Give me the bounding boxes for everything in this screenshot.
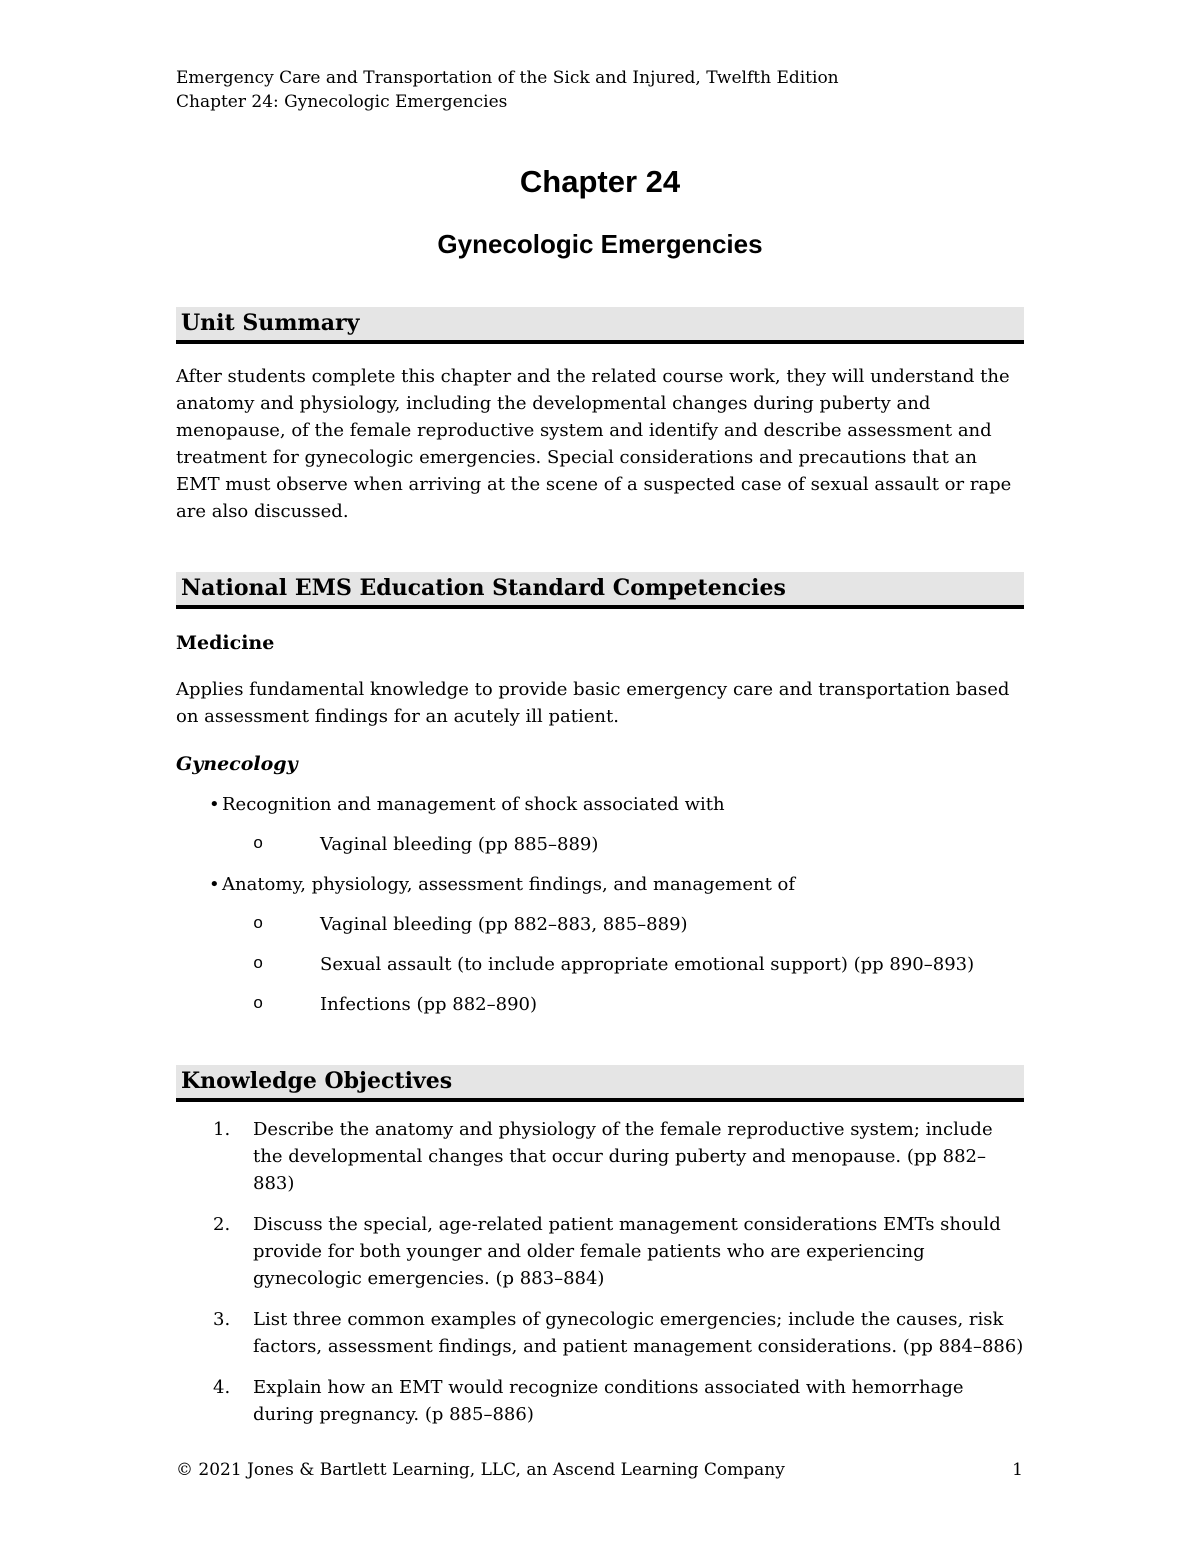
list-item-text: Describe the anatomy and physiology of the female reproductive system; include the developmental changes that occur during puberty and menopause. (pp 882–883) bbox=[253, 1119, 993, 1194]
medicine-paragraph: Applies fundamental knowledge to provide basic emergency care and transportation based on assessment findings for an acutely ill patient. bbox=[176, 679, 1010, 727]
circle-bullet-icon: o bbox=[253, 995, 264, 1014]
footer-copyright: © 2021 Jones & Bartlett Learning, LLC, an Ascend Learning Company bbox=[176, 1460, 785, 1480]
circle-bullet-icon: o bbox=[253, 955, 264, 974]
numbered-list-item bbox=[176, 1211, 1024, 1292]
gynecology-subheading: Gynecology bbox=[176, 753, 298, 775]
list-item-text: Sexual assault (to include appropriate emotional support) (pp 890–893) bbox=[320, 954, 975, 975]
header-book-title: Emergency Care and Transportation of the Sick and Injured, Twelfth Edition bbox=[176, 68, 839, 88]
page-content bbox=[176, 66, 1024, 1428]
section-heading-national-ems: National EMS Education Standard Competencies bbox=[176, 572, 1024, 609]
list-item bbox=[176, 791, 1024, 818]
bullet-icon: • bbox=[209, 874, 220, 895]
list-item-text: Explain how an EMT would recognize conditions associated with hemorrhage during pregnancy. (p 885–886) bbox=[253, 1377, 964, 1425]
knowledge-objectives-list bbox=[176, 1116, 1024, 1428]
list-item bbox=[176, 951, 1024, 978]
bullet-icon: • bbox=[209, 794, 220, 815]
page-footer bbox=[176, 1459, 1023, 1481]
section-heading-knowledge-objectives: Knowledge Objectives bbox=[176, 1065, 1024, 1102]
running-header bbox=[176, 66, 1024, 114]
unit-summary-paragraph: After students complete this chapter and the related course work, they will understand the anatomy and physiology, including the developmental changes during puberty and menopause, of the female reproductive system and identify and describe assessment and treatment for gynecologic emergencies. Special considerations and precautions that an EMT must observe when arriving at the scene of a suspected case of sexual assault or rape are also discussed. bbox=[176, 366, 1012, 522]
circle-bullet-icon: o bbox=[253, 915, 264, 934]
list-item-number: 3. bbox=[213, 1309, 231, 1330]
list-item-number: 4. bbox=[213, 1377, 231, 1398]
list-item bbox=[176, 991, 1024, 1018]
numbered-list-item bbox=[176, 1374, 1024, 1428]
section-heading-unit-summary: Unit Summary bbox=[176, 307, 1024, 344]
list-item-text: Vaginal bleeding (pp 882–883, 885–889) bbox=[320, 914, 688, 935]
list-item-text: Discuss the special, age-related patient management considerations EMTs should provide for both younger and older female patients who are experiencing gynecologic emergencies. (p 883–884) bbox=[253, 1214, 1001, 1289]
list-item bbox=[176, 911, 1024, 938]
circle-bullet-icon: o bbox=[253, 835, 264, 854]
list-item-text: Recognition and management of shock associated with bbox=[222, 794, 725, 815]
list-item-text: List three common examples of gynecologic emergencies; include the causes, risk factors, assessment findings, and patient management considerations. (pp 884–886) bbox=[253, 1309, 1024, 1357]
numbered-list-item bbox=[176, 1306, 1024, 1360]
list-item-number: 1. bbox=[213, 1119, 231, 1140]
chapter-subtitle: Gynecologic Emergencies bbox=[437, 229, 763, 259]
chapter-title: Chapter 24 bbox=[519, 164, 681, 199]
list-item-text: Vaginal bleeding (pp 885–889) bbox=[320, 834, 599, 855]
list-item-text: Anatomy, physiology, assessment findings, and management of bbox=[222, 874, 796, 895]
header-chapter-line: Chapter 24: Gynecologic Emergencies bbox=[176, 92, 508, 112]
list-item bbox=[176, 831, 1024, 858]
list-item bbox=[176, 871, 1024, 898]
footer-page-number: 1 bbox=[1012, 1460, 1023, 1480]
list-item-number: 2. bbox=[213, 1214, 231, 1235]
list-item-text: Infections (pp 882–890) bbox=[320, 994, 538, 1015]
gynecology-bullet-list bbox=[176, 791, 1024, 1018]
numbered-list-item bbox=[176, 1116, 1024, 1197]
medicine-subheading: Medicine bbox=[176, 632, 275, 654]
